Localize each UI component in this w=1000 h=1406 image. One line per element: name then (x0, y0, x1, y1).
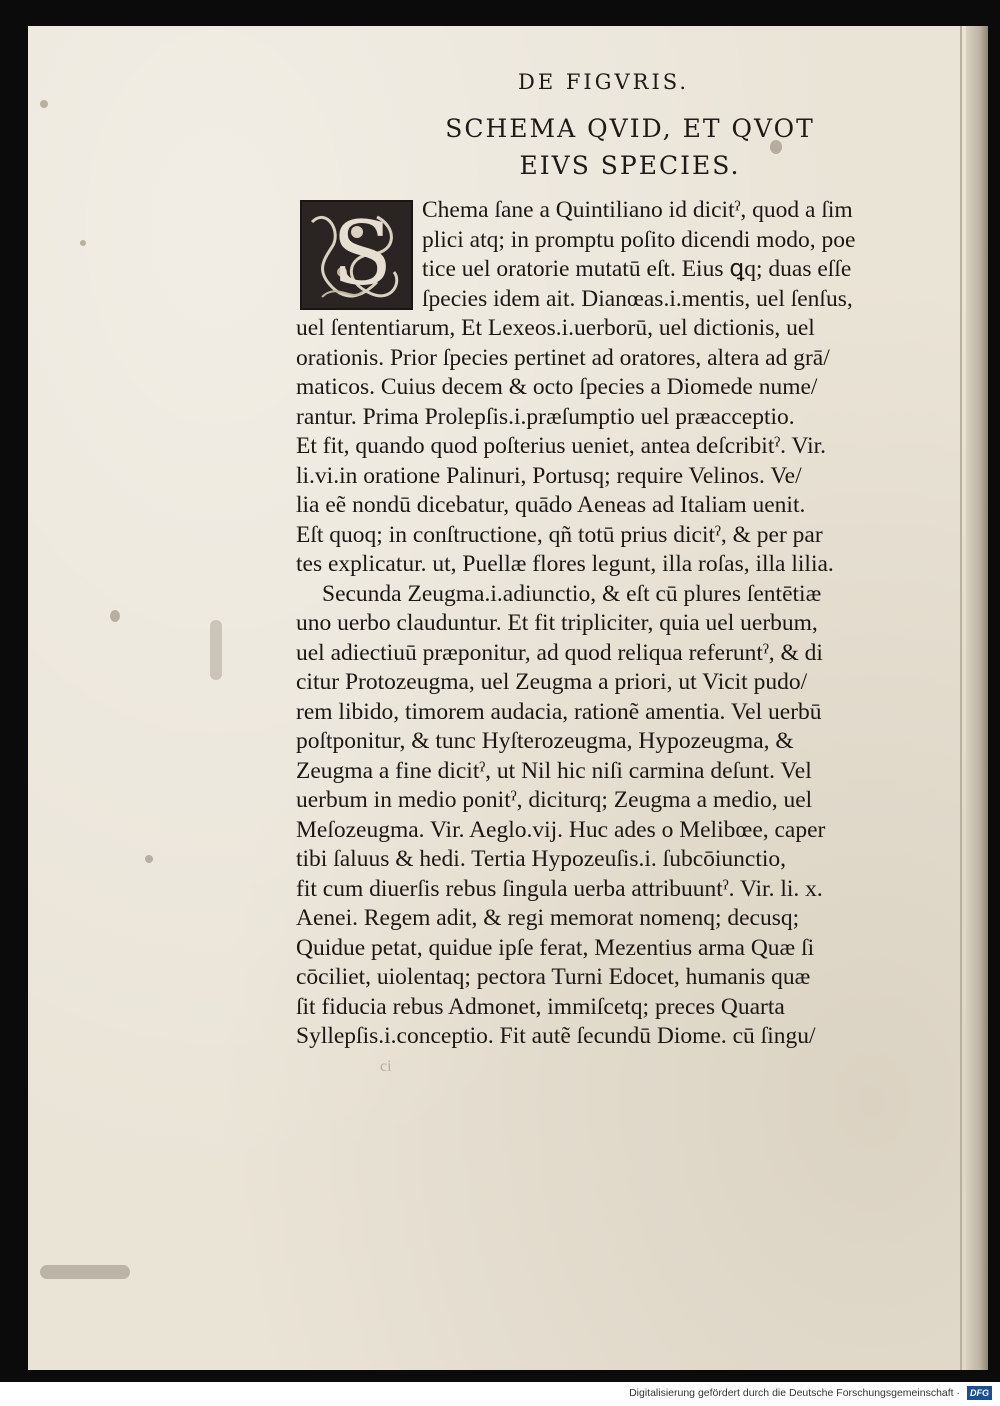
text-line: uerbum in medio ponitˀ, diciturq; Zeugma a medio, uel (296, 787, 813, 813)
page-gutter-line (960, 26, 962, 1370)
text-line: Chema ſane a Quintiliano id dicitˀ, quod a ſim (422, 197, 853, 223)
text-line: fit cum diuerſis rebus ſingula uerba attribuuntˀ. Vir. li. x. (296, 875, 823, 902)
text-line: Quidue petat, quidue ipſe ferat, Mezentius arma Quæ ſi (296, 934, 815, 961)
text-line: rem libido, timorem audacia, rationẽ amentia. Vel uerbū (296, 698, 822, 725)
text-line: uel ſententiarum, Et Lexeos.i.uerborū, uel dictionis, uel (296, 315, 815, 341)
chapter-title-line: SCHEMA QVID, ET QVOT (445, 114, 815, 143)
text-line: lia eẽ nondū dicebatur, quādo Aeneas ad Italiam uenit. (296, 492, 806, 518)
dfg-logo-icon: DFG (967, 1386, 992, 1400)
text-line: Secunda Zeugma.i.adiunctio, & eſt cū plures ſentētiæ (322, 580, 822, 607)
text-line: Zeugma a fine dicitˀ, ut Nil hic niſi carmina deſunt. Vel (296, 757, 812, 784)
text-line: Meſozeugma. Vir. Aeglo.vij. Huc ades o Melibœe, caper (296, 816, 826, 843)
text-line: ſit fiducia rebus Admonet, immiſcetq; preces Quarta (296, 993, 785, 1020)
chapter-title (400, 110, 860, 184)
paper-stain (110, 610, 120, 622)
text-line: rantur. Prima Prolepſis.i.præſumptio uel præacceptio. (296, 403, 795, 430)
text-line: orationis. Prior ſpecies pertinet ad oratores, altera ad grā/ (296, 344, 830, 371)
paper-stain (145, 855, 153, 863)
paper-stain (210, 620, 222, 680)
text-line: li.vi.in oratione Palinuri, Portusq; require Velinos. Ve/ (296, 462, 802, 489)
paper-stain (80, 240, 86, 246)
text-line: uel adiectiuū præponitur, ad quod reliqua referuntˀ, & di (296, 639, 823, 666)
text-line: tes explicatur. ut, Puellæ flores legunt, illa roſas, illa lilia. (296, 551, 834, 577)
text-line: Syllepſis.i.conceptio. Fit autẽ ſecundū Diome. cū ſingu/ (296, 1023, 816, 1049)
text-line: cōciliet, uiolentaq; pectora Turni Edocet, humanis quæ (296, 964, 811, 990)
page-edge (966, 26, 988, 1370)
text-line: uno uerbo clauduntur. Et fit tripliciter, quia uel uerbum, (296, 610, 818, 636)
text-line: Et fit, quando quod poſterius ueniet, antea deſcribitˀ. Vir. (296, 433, 827, 459)
chapter-title-line: EIVS SPECIES. (519, 151, 741, 180)
digitization-footer (0, 1382, 1000, 1406)
footer-credit: Digitalisierung gefördert durch die Deutsche Forschungsgemeinschaft · (629, 1387, 960, 1399)
main-text (296, 196, 938, 1052)
text-line: tice uel oratorie mutatū eſt. Eius ꝗq; duas eſſe (422, 256, 852, 282)
initial-letter: S (332, 202, 393, 305)
paper-stain (40, 1265, 130, 1279)
running-head: DE FIGVRIS. (518, 70, 690, 94)
text-line: poſtponitur, & tunc Hyſterozeugma, Hypozeugma, & (296, 728, 794, 754)
faint-mark: ci (380, 1058, 392, 1075)
text-line: tibi ſaluus & hedi. Tertia Hypozeuſis.i. ſubcōiunctio, (296, 846, 787, 872)
text-line: citur Protozeugma, uel Zeugma a priori, ut Vicit pudo/ (296, 669, 808, 695)
paper-stain (40, 100, 48, 108)
text-line: maticos. Cuius decem & octo ſpecies a Diomede nume/ (296, 374, 818, 400)
text-line: Aenei. Regem adit, & regi memorat nomenq; decusq; (296, 905, 800, 931)
text-line: plici atq; in promptu poſito dicendi modo, poe (422, 226, 856, 253)
text-line: ſpecies idem ait. Dianœas.i.mentis, uel ſenſus, (422, 285, 853, 312)
text-line: Eſt quoq; in conſtructione, qñ totū prius dicitˀ, & per par (296, 521, 823, 548)
